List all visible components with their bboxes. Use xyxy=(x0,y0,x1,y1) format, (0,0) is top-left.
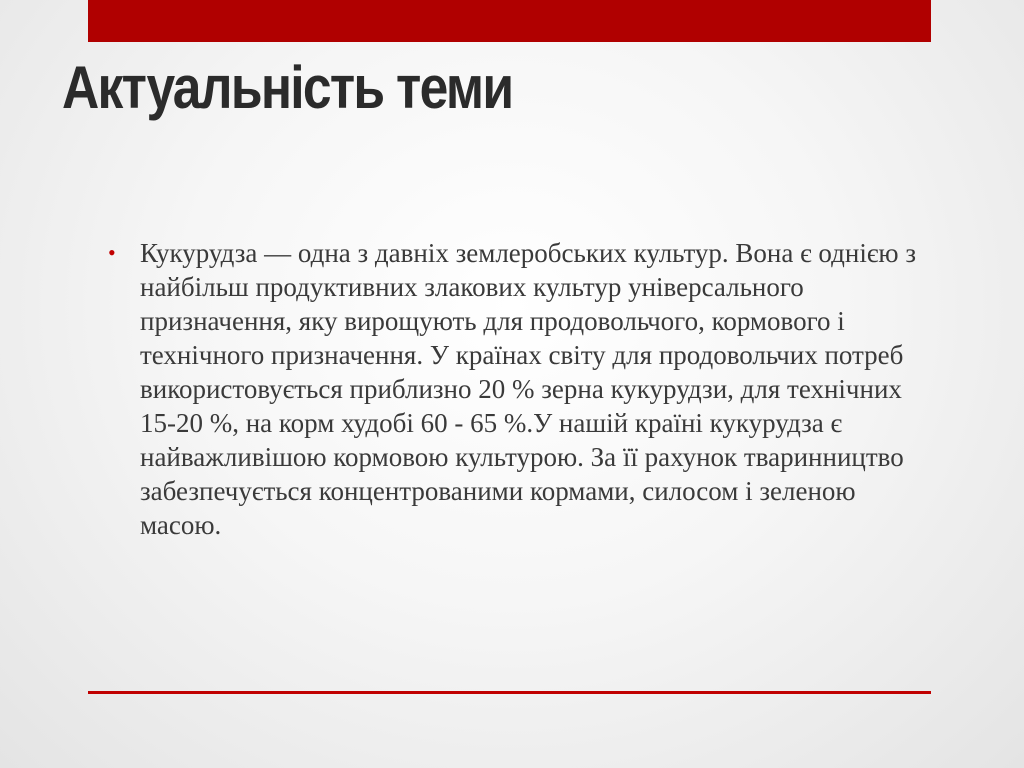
slide-title: Актуальність теми xyxy=(62,54,513,121)
slide-content xyxy=(108,236,918,542)
bullet-text: Кукурудза — одна з давніх землеробських культур. Вона є однією з найбільш продуктивних злакових культур універсального призначення, яку вирощують для продовольчого, кормового і технічного призначення. У країнах світу для продовольчих потреб використовується приблизно 20 % зерна кукурудзи, для технічних 15-20 %, на корм худобі 60 - 65 %.У нашій країні кукурудза є найважливішою кормовою культурою. За її рахунок тваринництво забезпечується концентрованими кормами, силосом і зеленою масою. xyxy=(140,238,917,540)
bullet-item xyxy=(108,236,918,542)
bottom-divider xyxy=(88,691,931,694)
top-accent-bar xyxy=(88,0,931,42)
bullet-icon: • xyxy=(108,240,116,265)
